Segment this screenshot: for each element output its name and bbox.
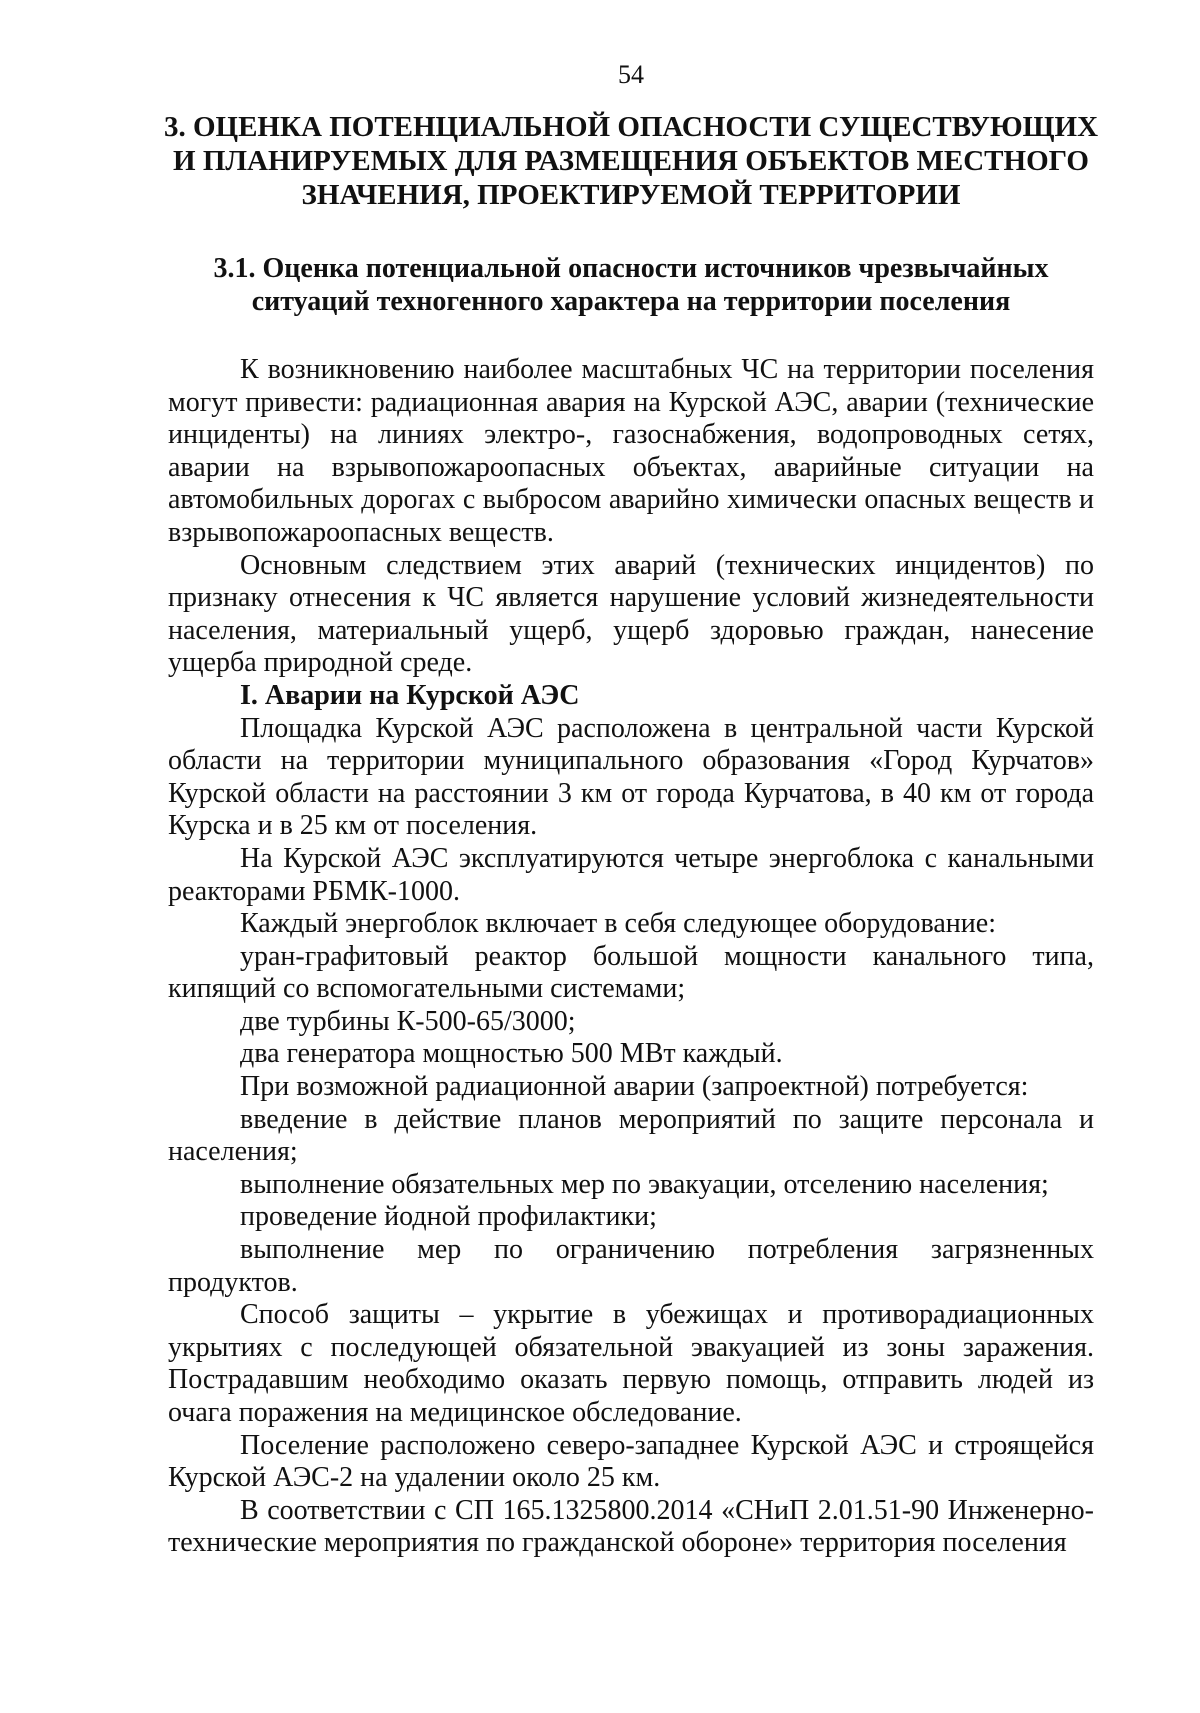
list-item-evacuation: выполнение обязательных мер по эвакуации, отселению населения; <box>240 1168 1049 1200</box>
paragraph-protection-method: Способ защиты – укрытие в убежищах и противорадиационных укрытиях с последующей обязательной эвакуацией из зоны заражения. Пострадавшим необходимо оказать первую помощь, отправить людей из очага поражения на медицинское обследование. <box>168 1299 1094 1428</box>
paragraph-settlement-location: Поселение расположено северо-западнее Курской АЭС и строящейся Курской АЭС-2 на удалении около 25 км. <box>168 1429 1094 1494</box>
subsection-heading-line-1: 3.1. Оценка потенциальной опасности источников чрезвычайных <box>213 253 1049 284</box>
paragraph-regulation: В соответствии с СП 165.1325800.2014 «СНиП 2.01.51-90 Инженерно-технические мероприятия по гражданской обороне» территория поселения <box>168 1494 1094 1559</box>
subsection-heading-line-2: ситуаций техногенного характера на территории поселения <box>251 286 1011 317</box>
paragraph-npp-location: Площадка Курской АЭС расположена в центральной части Курской области на территории муниципального образования «Город Курчатов» Курской области на расстоянии 3 км от города Курчатова, в 40 км от города Курска и в 25 км от поселения. <box>168 712 1094 842</box>
paragraph-reactors: На Курской АЭС эксплуатируются четыре энергоблока с канальными реакторами РБМК-1000. <box>168 842 1094 907</box>
section-heading <box>156 110 1106 212</box>
list-item-food-restriction: выполнение мер по ограничению потребления загрязненных продуктов. <box>168 1234 1094 1298</box>
subsection-heading <box>168 252 1094 318</box>
list-item-iodine-prophylaxis: проведение йодной профилактики; <box>240 1201 657 1233</box>
section-heading-line-1: 3. ОЦЕНКА ПОТЕНЦИАЛЬНОЙ ОПАСНОСТИ СУЩЕСТВУЮЩИХ <box>163 111 1099 143</box>
document-body <box>168 354 1094 1560</box>
list-item-reactor: уран-графитовый реактор большой мощности канального типа, кипящий со вспомогательными системами; <box>168 940 1094 1005</box>
paragraph-consequences: Основным следствием этих аварий (технических инцидентов) по признаку отнесения к ЧС является нарушение условий жизнедеятельности населения, материальный ущерб, ущерб здоровью граждан, нанесение ущерба природной среде. <box>168 549 1094 679</box>
paragraph-emergency-sources: К возникновению наиболее масштабных ЧС на территории поселения могут привести: радиационная авария на Курской АЭС, аварии (технические инциденты) на линиях электро-, газоснабжения, водопроводных сетях, аварии на взрывопожароопасных объектах, аварийные ситуации на автомобильных дорогах с выбросом аварийно химически опасных веществ и взрывопожароопасных веществ. <box>168 354 1094 548</box>
document-page <box>163 60 1099 1560</box>
list-item-generators: два генератора мощностью 500 МВт каждый. <box>240 1038 783 1070</box>
paragraph-accident-measures-intro: При возможной радиационной аварии (запроектной) потребуется: <box>240 1071 1029 1103</box>
page-number: 54 <box>618 60 644 89</box>
section-heading-line-3: ЗНАЧЕНИЯ, ПРОЕКТИРУЕМОЙ ТЕРРИТОРИИ <box>301 179 961 211</box>
list-item-protection-plans: введение в действие планов мероприятий по защите персонала и населения; <box>168 1103 1094 1168</box>
list-item-turbines: две турбины К-500-65/3000; <box>240 1005 576 1037</box>
section-title-kursk-npp: I. Аварии на Курской АЭС <box>240 679 580 711</box>
paragraph-equipment-intro: Каждый энергоблок включает в себя следующее оборудование: <box>240 908 996 940</box>
section-heading-line-2: И ПЛАНИРУЕМЫХ ДЛЯ РАЗМЕЩЕНИЯ ОБЪЕКТОВ МЕСТНОГО <box>173 145 1089 177</box>
